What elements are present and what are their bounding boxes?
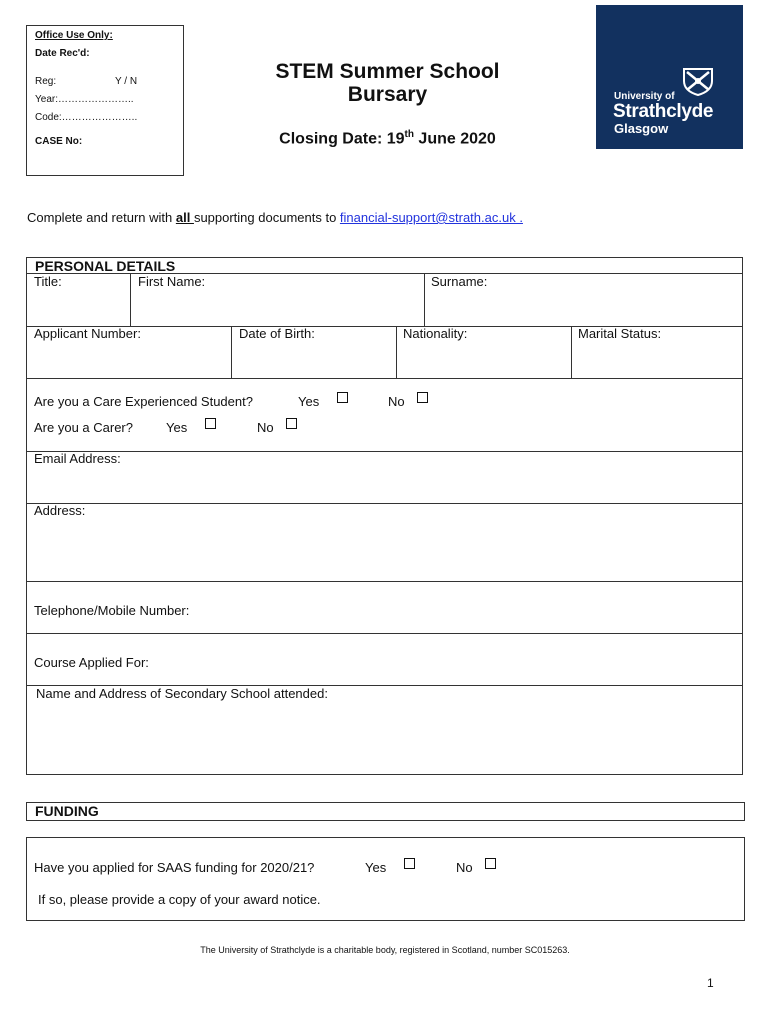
- intro-emphasis: all: [175, 210, 194, 225]
- closing-date-prefix: Closing Date: 19: [279, 130, 405, 148]
- university-logo: [596, 5, 743, 149]
- date-of-birth-field[interactable]: Date of Birth:: [239, 326, 315, 341]
- marital-status-field[interactable]: Marital Status:: [578, 326, 662, 341]
- telephone-field[interactable]: Telephone/Mobile Number:: [34, 603, 190, 618]
- funding-table: [26, 837, 745, 921]
- email-address-field[interactable]: Email Address:: [34, 451, 121, 466]
- carer-question: Are you a Carer?: [34, 420, 133, 435]
- title-line-2: Bursary: [347, 83, 428, 106]
- logo-text-strathclyde: Strathclyde: [613, 101, 714, 122]
- applicant-number-field[interactable]: Applicant Number:: [34, 326, 141, 341]
- code-label: Code:…………………..: [35, 112, 138, 123]
- logo-text-university-of: University of: [614, 91, 675, 102]
- care-no-checkbox[interactable]: [417, 392, 428, 403]
- carer-no-label: No: [257, 420, 274, 435]
- closing-date-suffix: June 2020: [413, 130, 496, 148]
- saas-yes-label: Yes: [365, 860, 387, 875]
- reg-yes-no: Y / N: [115, 76, 138, 87]
- carer-yes-checkbox[interactable]: [205, 418, 216, 429]
- crest-icon: [678, 65, 718, 97]
- address-field[interactable]: Address:: [34, 503, 86, 518]
- office-use-box: [26, 25, 184, 176]
- divider: [396, 326, 397, 378]
- divider: [295, 774, 387, 775]
- surname-field[interactable]: Surname:: [431, 274, 488, 289]
- intro-text: [27, 210, 523, 225]
- care-yes-label: Yes: [298, 394, 320, 409]
- footer-text: The University of Strathclyde is a charitable body, registered in Scotland, number SC015263.: [200, 945, 570, 955]
- first-name-field[interactable]: First Name:: [138, 274, 206, 289]
- closing-date-suffix-ordinal: th: [404, 129, 414, 140]
- care-yes-checkbox[interactable]: [337, 392, 348, 403]
- funding-heading-box: [26, 802, 745, 821]
- divider: [130, 273, 131, 326]
- title-line-1: STEM Summer School: [275, 60, 500, 83]
- divider: [26, 378, 743, 379]
- reg-label: Reg:: [35, 76, 57, 87]
- saas-no-label: No: [456, 860, 473, 875]
- intro-middle: supporting documents to: [193, 210, 340, 225]
- page-title: [230, 60, 545, 106]
- year-label: Year:…………………..: [35, 94, 134, 105]
- office-use-title: Office Use Only:: [35, 30, 113, 41]
- date-received-label: Date Rec'd:: [35, 48, 90, 59]
- care-experienced-question: Are you a Care Experienced Student?: [34, 394, 253, 409]
- secondary-school-field[interactable]: Name and Address of Secondary School attended:: [36, 686, 328, 701]
- divider: [26, 451, 743, 452]
- logo-text-glasgow: Glasgow: [614, 121, 669, 136]
- divider: [26, 581, 743, 582]
- saas-question: Have you applied for SAAS funding for 2020/21?: [34, 860, 315, 875]
- divider: [26, 503, 743, 504]
- carer-yes-label: Yes: [166, 420, 188, 435]
- course-applied-field[interactable]: Course Applied For:: [34, 655, 149, 670]
- intro-prefix: Complete and return with: [27, 210, 176, 225]
- divider: [231, 326, 232, 378]
- personal-details-heading: PERSONAL DETAILS: [35, 258, 176, 274]
- funding-heading: FUNDING: [35, 803, 99, 819]
- saas-no-checkbox[interactable]: [485, 858, 496, 869]
- saas-yes-checkbox[interactable]: [404, 858, 415, 869]
- page-number: 1: [707, 976, 714, 990]
- support-email-link[interactable]: financial-support@strath.ac.uk .: [339, 210, 523, 225]
- closing-date: [230, 129, 545, 148]
- case-number-label: CASE No:: [35, 136, 83, 147]
- award-notice-note: If so, please provide a copy of your award notice.: [38, 892, 321, 907]
- title-field[interactable]: Title:: [34, 274, 62, 289]
- divider: [571, 326, 572, 378]
- divider: [424, 273, 425, 326]
- divider: [26, 633, 743, 634]
- divider: [26, 273, 743, 274]
- nationality-field[interactable]: Nationality:: [403, 326, 468, 341]
- care-no-label: No: [388, 394, 405, 409]
- carer-no-checkbox[interactable]: [286, 418, 297, 429]
